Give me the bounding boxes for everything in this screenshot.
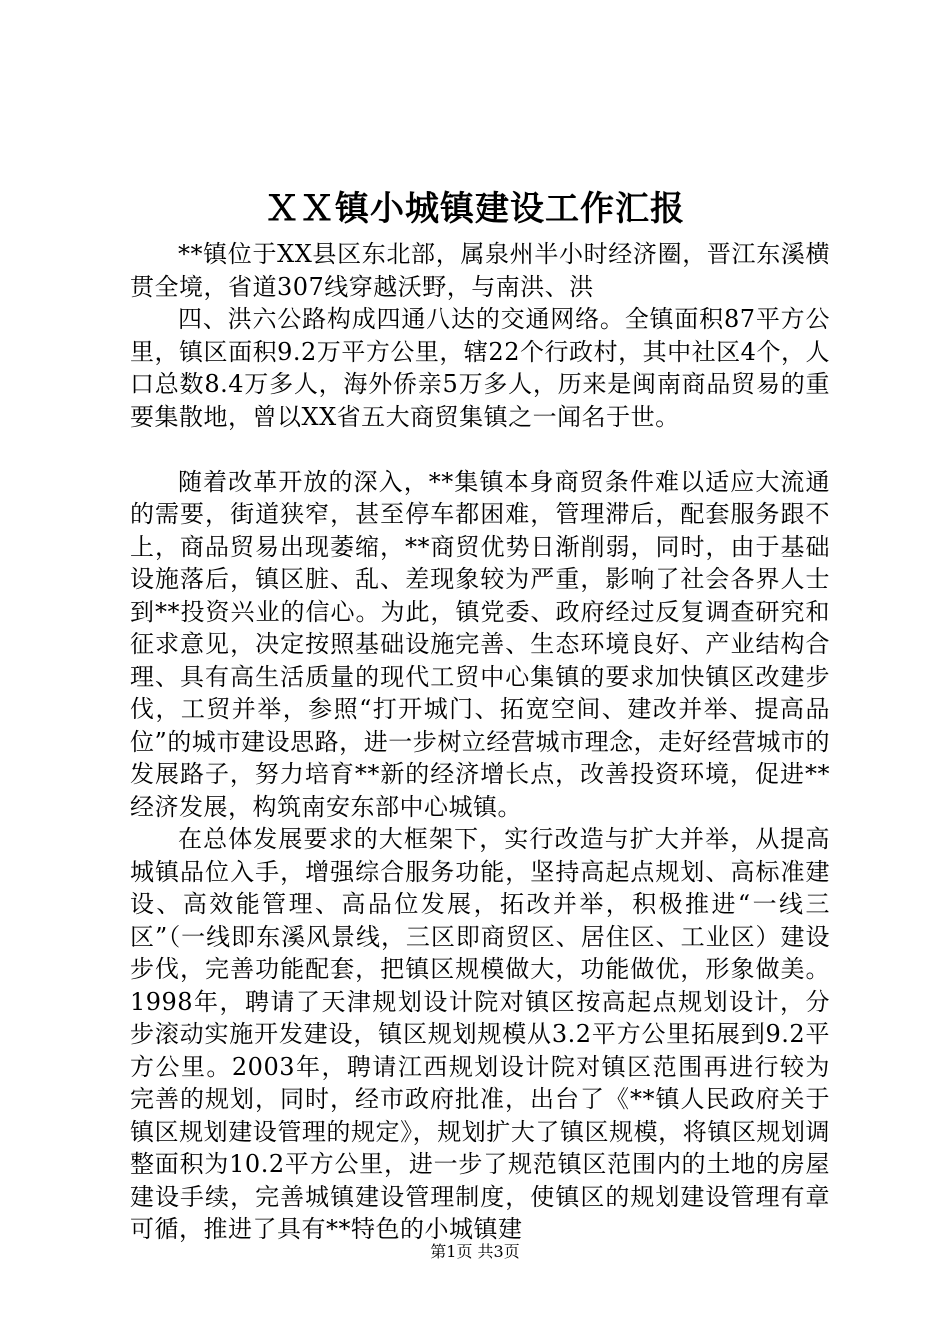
document-body [130,238,830,1246]
paragraph-reform: 随着改革开放的深入，**集镇本身商贸条件难以适应大流通的需要，街道狭窄，甚至停车都困难，管理滞后，配套服务跟不上，商品贸易出现萎缩，**商贸优势日渐削弱，同时，由于基础设施落后，镇区脏、乱、差现象较为严重，影响了社会各界人士到**投资兴业的信心。为此，镇党委、政府经过反复调查研究和征求意见，决定按照基础设施完善、生态环境良好、产业结构合理、具有高生活质量的现代工贸中心集镇的要求加快镇区改建步伐，工贸并举，参照“打开城门、拓宽空间、建改并举、提高品位”的城市建设思路，进一步树立经营城市理念，走好经营城市的发展路子，努力培育**新的经济增长点，改善投资环境，促进**经济发展，构筑南安东部中心城镇。 [130,467,830,821]
paragraph-planning: 在总体发展要求的大框架下，实行改造与扩大并举，从提高城镇品位入手，增强综合服务功能，坚持高起点规划、高标准建设、高效能管理、高品位发展，拓改并举，积极推进“一线三区”（一线即东溪风景线，三区即商贸区、居住区、工业区）建设步伐，完善功能配套，把镇区规模做大，功能做优，形象做美。1998年，聘请了天津规划设计院对镇区按高起点规划设计，分步滚动实施开发建设，镇区规划规模从3.2平方公里拓展到9.2平方公里。2003年，聘请江西规划设计院对镇区范围再进行较为完善的规划，同时，经市政府批准，出台了《**镇人民政府关于镇区规划建设管理的规定》，规划扩大了镇区规模，将镇区规划调整面积为10.2平方公里，进一步了规范镇区范围内的土地的房屋建设手续，完善城镇建设管理制度，使镇区的规划建设管理有章可循，推进了具有**特色的小城镇建 [130,825,830,1243]
paragraph-transport: 四、洪六公路构成四通八达的交通网络。全镇面积87平方公里，镇区面积9.2万平方公里，辖22个行政村，其中社区4个，人口总数8.4万多人，海外侨亲5万多人，历来是闽南商品贸易的重要集散地，曾以XX省五大商贸集镇之一闻名于世。 [130,305,830,431]
page-footer: 第1页 共3页 [430,1242,520,1261]
paragraph-gap [130,433,830,466]
document-title: ＸＸ镇小城镇建设工作汇报 [265,189,685,229]
paragraph-intro: **镇位于XX县区东北部，属泉州半小时经济圈，晋江东溪横贯全境，省道307线穿越沃野，与南洪、洪 [130,240,830,301]
